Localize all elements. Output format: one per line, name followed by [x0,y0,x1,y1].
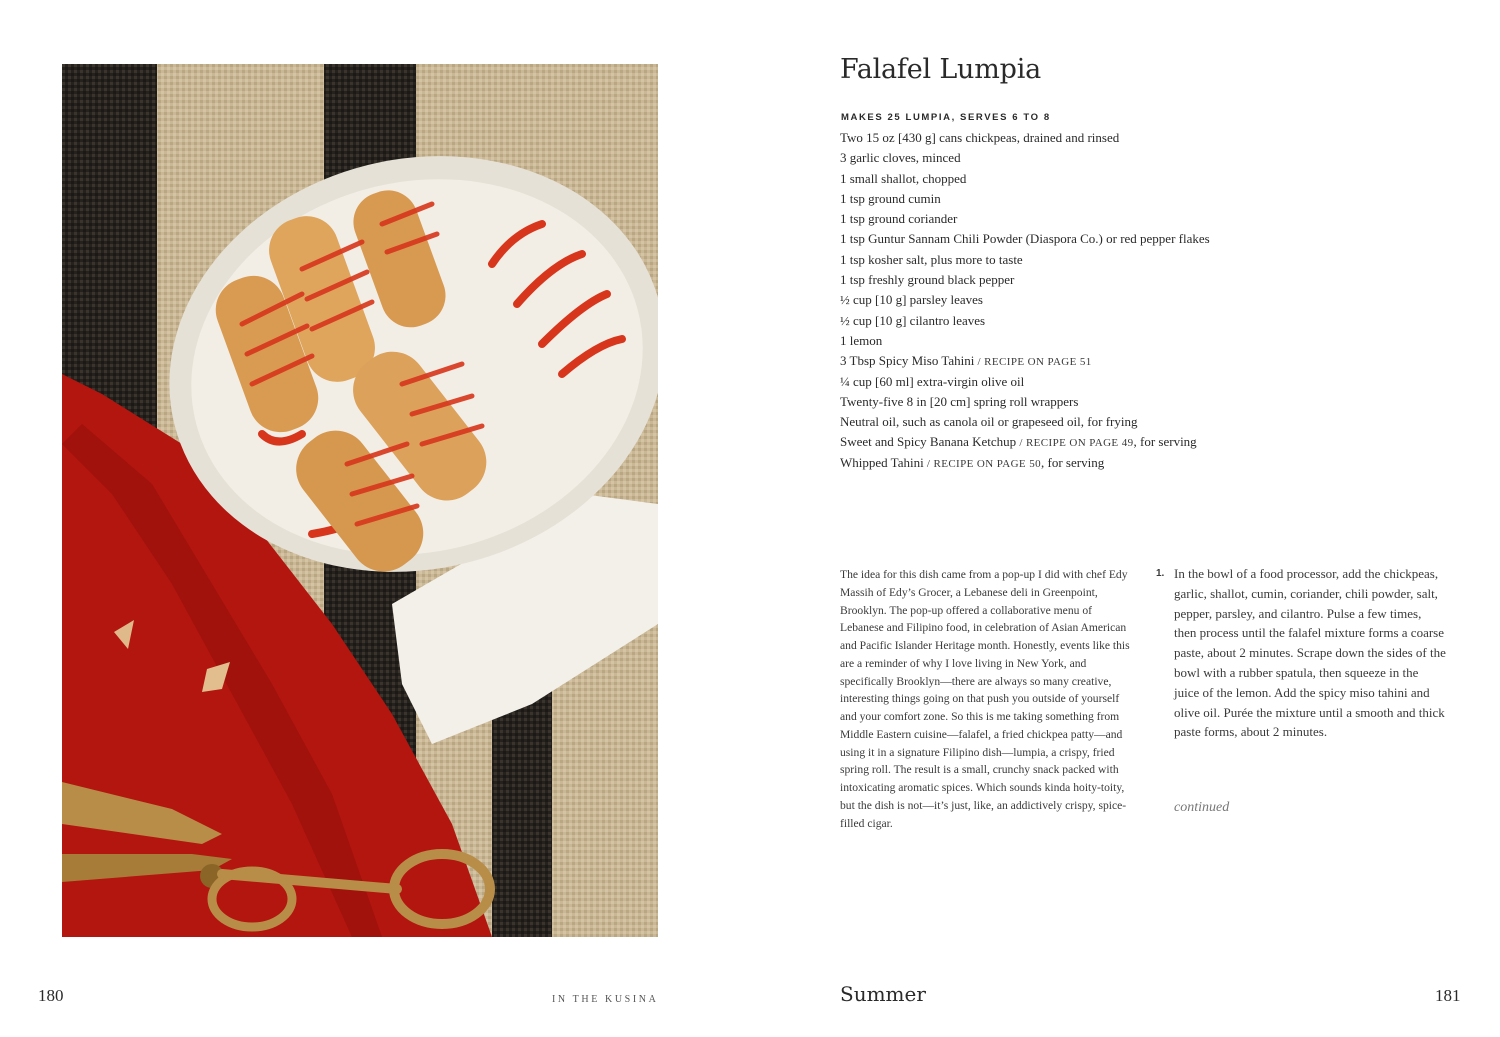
ingredient-item: 1 tsp ground coriander [840,211,958,227]
ingredient-item: Twenty-five 8 in [20 cm] spring roll wrappers [840,393,1079,409]
ingredient-list [840,128,1210,473]
recipe-title: Falafel Lumpia [840,54,1042,85]
continued-note: continued [1174,800,1230,815]
ingredient-item: Neutral oil, such as canola oil or grapeseed oil, for frying [840,414,1138,430]
ingredient-item: 1 tsp freshly ground black pepper [840,272,1015,288]
ingredient-item: Two 15 oz [430 g] cans chickpeas, drained and rinsed [840,130,1120,145]
ingredient-item: ¼ cup [60 ml] extra-virgin olive oil [840,373,1025,389]
running-head-left: IN THE KUSINA [552,994,659,1005]
ingredient-item: 1 tsp kosher salt, plus more to taste [840,251,1023,267]
ingredient-item: Sweet and Spicy Banana Ketchup / RECIPE ON PAGE 49, for serving [840,434,1197,450]
ingredient-item: Whipped Tahini / RECIPE ON PAGE 50, for serving [840,454,1105,470]
ingredient-item: 1 lemon [840,332,883,348]
page-number-right: 181 [1435,986,1461,1005]
recipe-headnote: The idea for this dish came from a pop-up I did with chef Edy Massih of Edy’s Grocer, a Lebanese deli in Greenpoint, Brooklyn. The pop-up offered a collaborative menu of Lebanese and Filipino food, in celebration of Asian American and Pacific Islander Heritage month. Honestly, events like this are a reminder of why I love living in New York, and specifically Brooklyn—there are always so many creative, interesting things going on that push you outside of yourself and your comfort zone. So this is me taking something from Middle Eastern cuisine—falafel, a fried chickpea patty—and using it in a signature Filipino dish—lumpia, a crispy, fried spring roll. The result is a small, crunchy snack packed with intoxicating aromatic spices. Which sounds kinda hoity-toity, but the dish is not—it’s just, like, an addictively crispy, spice-filled cigar. [840,568,1130,830]
ingredient-item: 3 garlic cloves, minced [840,150,961,166]
ingredient-item: ½ cup [10 g] parsley leaves [840,292,983,308]
page-number-left: 180 [38,986,64,1005]
ingredient-item: ½ cup [10 g] cilantro leaves [840,312,986,328]
recipe-photo [62,64,658,937]
ingredient-item: 1 tsp ground cumin [840,190,941,206]
recipe-page-reference: / RECIPE ON PAGE 49 [1016,437,1134,450]
recipe-yield: MAKES 25 LUMPIA, SERVES 6 TO 8 [841,112,1051,123]
method-steps [1156,564,1446,742]
method-step [1156,564,1446,742]
step-number: 1. [1156,568,1165,579]
step-text: In the bowl of a food processor, add the chickpeas, garlic, shallot, cumin, coriander, chili powder, salt, pepper, parsley, and cilantro. Pulse a few times, then process until the falafel mixture forms a coarse paste, about 2 minutes. Scrape down the sides of the bowl with a rubber spatula, then squeeze in the juice of the lemon. Add the spicy miso tahini and olive oil. Purée the mixture until a smooth and thick paste forms, about 2 minutes. [1174,566,1446,740]
recipe-page-reference: / RECIPE ON PAGE 50 [923,457,1042,470]
ingredient-item: 1 tsp Guntur Sannam Chili Powder (Diaspora Co.) or red pepper flakes [840,231,1210,247]
ingredient-item: 1 small shallot, chopped [840,170,967,186]
ingredient-item: 3 Tbsp Spicy Miso Tahini / RECIPE ON PAGE 51 [840,353,1092,369]
running-head-right: Summer [840,982,926,1006]
recipe-page-reference: / RECIPE ON PAGE 51 [974,356,1092,369]
